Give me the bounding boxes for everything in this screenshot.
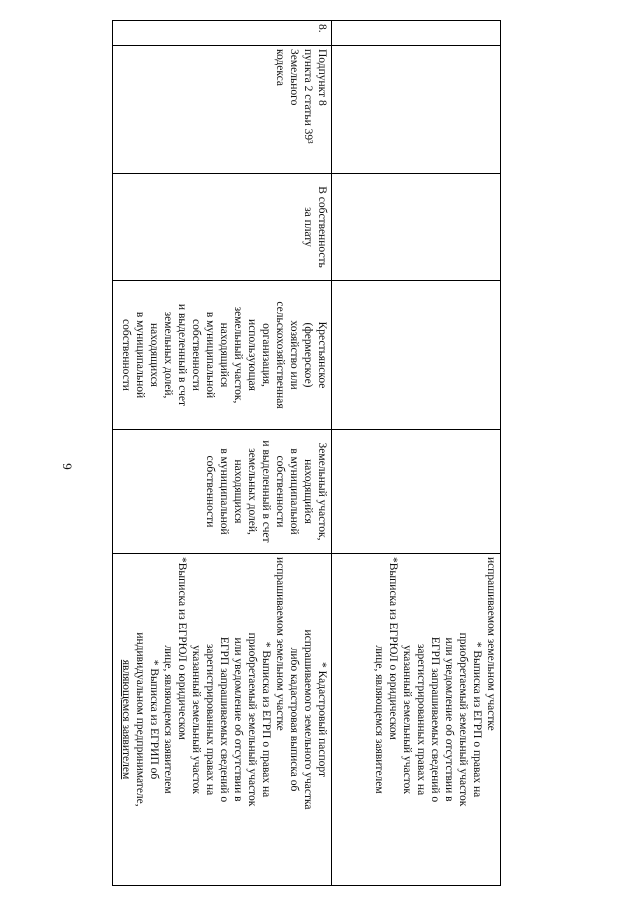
subject-line: в муниципальной: [134, 311, 146, 399]
cell-legal-basis: [113, 46, 332, 174]
plot-line: находящихся: [232, 459, 244, 524]
right-type-line: В собственность: [316, 186, 328, 268]
table-row-continued: [332, 21, 501, 886]
subject-line: находящихся: [148, 323, 160, 387]
subject-line: организация,: [260, 323, 272, 387]
page-number: 9: [59, 463, 75, 470]
plot-line: в муниципальной: [218, 448, 230, 535]
doc-line: указанный земельный участок: [190, 645, 202, 794]
cell-right-type: [113, 174, 332, 281]
basis-line: кодекса: [274, 49, 286, 87]
subject-line: хозяйство или: [288, 320, 300, 390]
basis-line: Подпункт 8: [316, 49, 328, 106]
doc-line: приобретаемый земельный участок: [246, 632, 258, 807]
cell-basis-empty: [332, 46, 501, 174]
doc-line: либо кадастровая выписка об: [288, 647, 300, 792]
doc-line: *Выписка из ЕГРЮЛ о юридическом: [176, 557, 188, 740]
doc-line: указанный земельный участок: [401, 645, 413, 794]
doc-line: индивидуальном предпринимателе,: [134, 632, 146, 807]
doc-line: испрашиваемом земельном участке: [274, 557, 286, 731]
plot-line: находящийся: [302, 459, 314, 524]
plot-line: Земельный участок,: [316, 442, 328, 541]
table-row-8: [113, 21, 332, 886]
cell-row-number: [113, 21, 332, 46]
doc-line: ЕГРП запрашиваемых сведений о: [218, 636, 230, 803]
doc-line: * Выписка из ЕГРИП об: [148, 659, 160, 780]
subject-line: Крестьянское: [316, 321, 328, 389]
requirements-table: [112, 20, 501, 886]
cell-docs-continued: [332, 554, 501, 886]
doc-line: * Кадастровый паспорт: [316, 661, 328, 778]
cell-subject-empty: [332, 281, 501, 430]
subject-line: собственности: [190, 319, 202, 391]
basis-line: Земельного: [288, 49, 300, 106]
doc-line: *Выписка из ЕГРЮЛ о юридическом: [387, 557, 399, 740]
subject-line: находящийся: [218, 322, 230, 388]
subject-line: сельскохозяйственная: [274, 301, 286, 409]
subject-line: использующая: [246, 319, 258, 391]
cell-number-empty: [332, 21, 501, 46]
doc-line: испрашиваемом земельном участке: [485, 557, 497, 731]
doc-line: испрашиваемого земельного участка: [302, 629, 314, 810]
doc-line: являющемся заявителем: [120, 659, 132, 780]
subject-line: земельный участок,: [232, 306, 244, 404]
doc-line: или уведомление об отсутствии в: [443, 637, 455, 802]
right-type-line: за плату: [302, 207, 314, 247]
subject-line: в муниципальной: [204, 311, 216, 399]
basis-line: пункта 2 статьи 39³: [302, 49, 314, 144]
row-number: 8.: [316, 24, 328, 33]
doc-line: * Выписка из ЕГРП о правах на: [260, 641, 272, 798]
subject-line: (фермерское): [302, 322, 314, 388]
cell-required-documents: [113, 554, 332, 886]
doc-line: зарегистрированных правах на: [204, 643, 216, 796]
doc-line: приобретаемый земельный участок: [457, 632, 469, 807]
subject-line: и выделенный в счет: [176, 303, 188, 407]
cell-right-empty: [332, 174, 501, 281]
plot-line: собственности: [204, 455, 216, 528]
doc-line: или уведомление об отсутствии в: [232, 637, 244, 802]
plot-line: собственности: [274, 455, 286, 528]
plot-line: земельных долей,: [246, 448, 258, 535]
plot-line: и выделенный в счет: [260, 440, 272, 543]
doc-line: лице, являющемся заявителем: [162, 645, 174, 794]
subject-line: собственности: [120, 319, 132, 391]
cell-land-plot: [113, 430, 332, 554]
doc-line: ЕГРП запрашиваемых сведений о: [429, 636, 441, 803]
doc-line: * Выписка из ЕГРП о правах на: [471, 641, 483, 798]
doc-line: зарегистрированных правах на: [415, 643, 427, 796]
cell-plot-empty: [332, 430, 501, 554]
document-table-sheet: [118, 20, 501, 885]
subject-line: земельных долей,: [162, 311, 174, 399]
doc-line: лице, являющемся заявителем: [373, 645, 385, 794]
plot-line: в муниципальной: [288, 448, 300, 535]
cell-applicant: [113, 281, 332, 430]
